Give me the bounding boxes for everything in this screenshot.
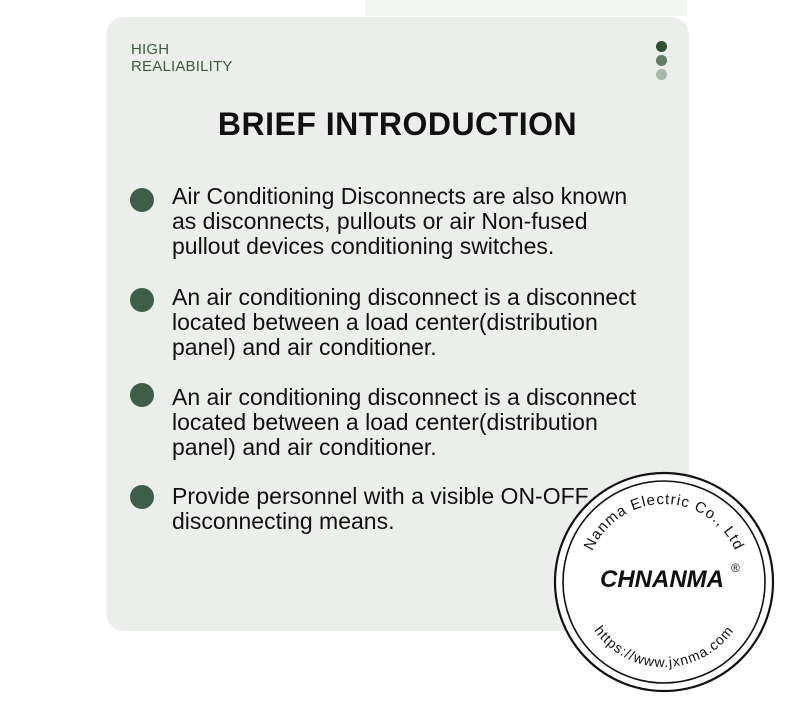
top-strip: [365, 0, 687, 16]
page-dot-1-icon[interactable]: [656, 41, 667, 52]
list-item-line: An air conditioning disconnect is a disconnect: [172, 384, 637, 410]
list-item-line: An air conditioning disconnect is a disconnect: [172, 284, 637, 310]
bullet-icon: [130, 485, 154, 509]
list-item-line: located between a load center(distribution: [172, 409, 598, 435]
bullet-icon: [130, 288, 154, 312]
seal-company-text: Nanma Electric Co., Ltd: [580, 490, 748, 554]
registered-mark-icon: ®: [731, 561, 740, 575]
tagline: [131, 41, 331, 75]
list-item-line: pullout devices conditioning switches.: [172, 233, 555, 259]
list-item-line: disconnecting means.: [172, 508, 395, 534]
list-item-line: located between a load center(distribution: [172, 309, 598, 335]
list-item-line: Provide personnel with a visible ON-OFF: [172, 483, 589, 509]
list-item-text: [172, 285, 692, 360]
seal-url-text: https://www.jxnma.com: [591, 622, 737, 671]
list-item-line: Air Conditioning Disconnects are also known: [172, 183, 628, 209]
tagline-line-1: HIGH: [131, 41, 170, 58]
page-dot-2-icon[interactable]: [656, 55, 667, 66]
list-item-line: panel) and air conditioner.: [172, 434, 437, 460]
list-item-line: as disconnects, pullouts or air Non-fused: [172, 208, 588, 234]
bullet-icon: [130, 188, 154, 212]
list-item-text: [172, 184, 692, 259]
bullet-icon: [130, 383, 154, 407]
list-item-text: [172, 385, 692, 460]
page-indicator: [656, 41, 667, 83]
seal-brand-text: CHNANMA: [600, 566, 724, 593]
page-title: BRIEF INTRODUCTION: [217, 106, 578, 142]
list-item-line: panel) and air conditioner.: [172, 334, 437, 360]
company-seal: [553, 471, 775, 693]
tagline-line-2: REALIABILITY: [131, 58, 233, 75]
page-dot-3-icon[interactable]: [656, 69, 667, 80]
